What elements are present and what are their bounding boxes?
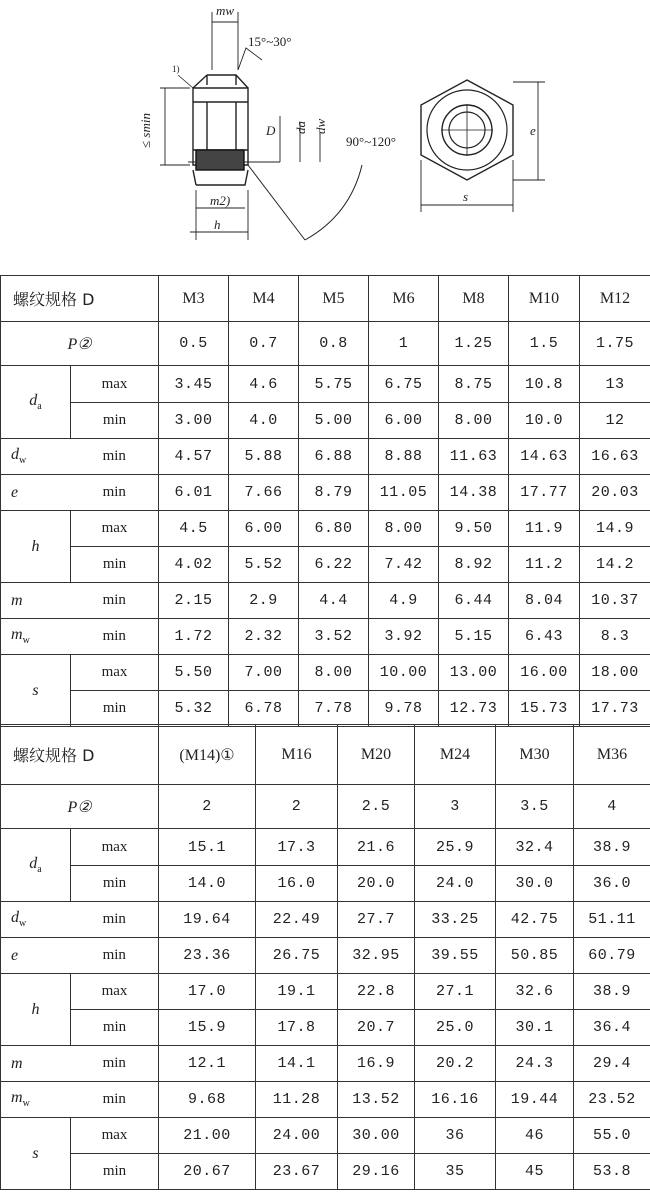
table-cell: 17.0 [159,974,256,1010]
table-cell: 15.9 [159,1010,256,1046]
table-row [1,1082,650,1118]
table-cell: 24.00 [256,1118,338,1154]
row-limit: max [71,829,159,866]
table-cell: 7.00 [229,655,299,691]
table-row [1,1154,650,1190]
row-limit: min [71,1154,159,1190]
table-row [1,691,650,727]
table-cell: 5.32 [159,691,229,727]
table-cell: 6.00 [229,511,299,547]
table-cell: 4.0 [229,403,299,439]
table-cell: 1.72 [159,619,229,655]
table-cell: 12.73 [439,691,509,727]
table-cell: 6.78 [229,691,299,727]
row-limit: min [71,1082,159,1118]
label-s: s [463,189,469,204]
table-cell: 23.67 [256,1154,338,1190]
table-cell: 35 [415,1154,496,1190]
table-cell: 20.67 [159,1154,256,1190]
table-cell: 15.1 [159,829,256,866]
table-cell: 12 [580,403,650,439]
table-cell: 30.0 [496,866,574,902]
table-cell: 2.15 [159,583,229,619]
header-label: 螺纹规格 D [1,276,159,322]
table-cell: 5.52 [229,547,299,583]
row-symbol: m [1,583,71,619]
size-header: M8 [439,276,509,322]
table-cell: 39.55 [415,938,496,974]
table-cell: 2.5 [338,785,415,829]
table-cell: 36.0 [574,866,650,902]
row-symbol: P② [1,785,159,829]
table-cell: 4.5 [159,511,229,547]
table-cell: 18.00 [580,655,650,691]
table-row [1,583,650,619]
table-cell: 22.49 [256,902,338,938]
size-header: (M14)① [159,725,256,785]
size-header: M12 [580,276,650,322]
label-mw: mw [216,3,235,18]
table-cell: 3.00 [159,403,229,439]
table-cell: 23.36 [159,938,256,974]
table-cell: 14.9 [580,511,650,547]
size-header: M24 [415,725,496,785]
table-cell: 0.7 [229,322,299,366]
row-limit: min [71,619,159,655]
table-cell: 8.92 [439,547,509,583]
table-cell: 19.1 [256,974,338,1010]
table-cell: 13.00 [439,655,509,691]
table-cell: 8.00 [369,511,439,547]
table-cell: 4.02 [159,547,229,583]
row-symbol: h [1,511,71,583]
header-label: 螺纹规格 D [1,725,159,785]
row-limit: min [71,1010,159,1046]
row-limit: min [71,866,159,902]
table-cell: 10.00 [369,655,439,691]
table-cell: 11.9 [509,511,580,547]
table-cell: 13.52 [338,1082,415,1118]
label-da: da [293,121,308,134]
table-cell: 12.1 [159,1046,256,1082]
table-cell: 16.16 [415,1082,496,1118]
table-cell: 14.1 [256,1046,338,1082]
table-cell: 4.4 [299,583,369,619]
table-cell: 16.63 [580,439,650,475]
table-cell: 3.92 [369,619,439,655]
nut-drawing [0,0,650,265]
table-row [1,322,650,366]
row-symbol: $m_w$ [1,1082,71,1118]
table-row [1,619,650,655]
table-cell: 6.43 [509,619,580,655]
table-cell: 50.85 [496,938,574,974]
table-cell: 10.8 [509,366,580,403]
table-row [1,1046,650,1082]
table-row [1,785,650,829]
table-cell: 9.78 [369,691,439,727]
label-dw: dw [313,118,328,134]
table-cell: 1.5 [509,322,580,366]
row-limit: max [71,974,159,1010]
table-cell: 2 [256,785,338,829]
table-cell: 2.32 [229,619,299,655]
table-cell: 20.03 [580,475,650,511]
table-cell: 36 [415,1118,496,1154]
row-symbol: $d_a$ [1,366,71,439]
table-cell: 6.75 [369,366,439,403]
table-cell: 8.00 [299,655,369,691]
table-cell: 4.9 [369,583,439,619]
table-cell: 6.80 [299,511,369,547]
table-cell: 5.88 [229,439,299,475]
table-cell: 29.16 [338,1154,415,1190]
size-header: M4 [229,276,299,322]
table-cell: 20.0 [338,866,415,902]
row-symbol: h [1,974,71,1046]
table-cell: 6.22 [299,547,369,583]
table-cell: 21.6 [338,829,415,866]
row-limit: min [71,691,159,727]
size-header: M20 [338,725,415,785]
row-limit: min [71,938,159,974]
table-cell: 27.1 [415,974,496,1010]
table-cell: 38.9 [574,829,650,866]
row-symbol: e [1,938,71,974]
table-cell: 3 [415,785,496,829]
label-angle-top: 15°~30° [248,34,292,49]
row-limit: max [71,655,159,691]
table-row [1,1118,650,1154]
row-symbol: s [1,1118,71,1190]
size-header: M6 [369,276,439,322]
table-cell: 30.1 [496,1010,574,1046]
table-cell: 1 [369,322,439,366]
table-cell: 5.00 [299,403,369,439]
table-cell: 22.8 [338,974,415,1010]
table-cell: 3.45 [159,366,229,403]
row-symbol: e [1,475,71,511]
table-cell: 2 [159,785,256,829]
table-cell: 14.63 [509,439,580,475]
table-cell: 9.50 [439,511,509,547]
size-header: M30 [496,725,574,785]
row-symbol: P② [1,322,159,366]
table-cell: 29.4 [574,1046,650,1082]
table-cell: 16.00 [509,655,580,691]
dimension-table-2 [0,724,650,1190]
label-smin: ≤ smin [138,113,153,148]
table-cell: 19.64 [159,902,256,938]
table-cell: 23.52 [574,1082,650,1118]
size-header: M5 [299,276,369,322]
row-limit: min [71,902,159,938]
table-row [1,403,650,439]
row-limit: min [71,583,159,619]
table-cell: 8.75 [439,366,509,403]
table-cell: 5.15 [439,619,509,655]
table-cell: 2.9 [229,583,299,619]
table-cell: 26.75 [256,938,338,974]
table-cell: 19.44 [496,1082,574,1118]
table-cell: 11.05 [369,475,439,511]
table-row [1,366,650,403]
size-header: M16 [256,725,338,785]
table-cell: 3.5 [496,785,574,829]
table-cell: 20.7 [338,1010,415,1046]
table-cell: 42.75 [496,902,574,938]
table-cell: 38.9 [574,974,650,1010]
table-cell: 14.38 [439,475,509,511]
table-cell: 8.3 [580,619,650,655]
table-row [1,547,650,583]
table-cell: 8.04 [509,583,580,619]
row-symbol: s [1,655,71,727]
row-limit: min [71,439,159,475]
label-h: h [214,217,221,232]
table-cell: 25.0 [415,1010,496,1046]
table-cell: 17.3 [256,829,338,866]
table-cell: 11.2 [509,547,580,583]
row-symbol: m [1,1046,71,1082]
table-cell: 17.73 [580,691,650,727]
table-cell: 32.4 [496,829,574,866]
table-cell: 15.73 [509,691,580,727]
table-cell: 36.4 [574,1010,650,1046]
table-cell: 16.9 [338,1046,415,1082]
table-cell: 51.11 [574,902,650,938]
table-cell: 6.44 [439,583,509,619]
table-cell: 10.0 [509,403,580,439]
table-cell: 7.66 [229,475,299,511]
table-cell: 4.57 [159,439,229,475]
table-row [1,655,650,691]
row-symbol: $d_w$ [1,902,71,938]
table-cell: 30.00 [338,1118,415,1154]
table-row [1,829,650,866]
dimension-table-1 [0,275,650,727]
table-row [1,1010,650,1046]
table-cell: 9.68 [159,1082,256,1118]
table-cell: 7.42 [369,547,439,583]
table-cell: 6.01 [159,475,229,511]
table-cell: 32.95 [338,938,415,974]
table-cell: 32.6 [496,974,574,1010]
label-e: e [530,123,536,138]
table-cell: 4.6 [229,366,299,403]
table-cell: 53.8 [574,1154,650,1190]
label-note1: 1) [172,64,180,74]
table-row [1,902,650,938]
table-cell: 17.8 [256,1010,338,1046]
table-cell: 1.25 [439,322,509,366]
table-row [1,511,650,547]
row-limit: max [71,1118,159,1154]
row-symbol: $d_a$ [1,829,71,902]
row-limit: max [71,511,159,547]
row-limit: min [71,403,159,439]
label-m: m2) [210,193,231,208]
table-cell: 10.37 [580,583,650,619]
size-header: M10 [509,276,580,322]
table-cell: 24.0 [415,866,496,902]
table-cell: 27.7 [338,902,415,938]
table-row [1,475,650,511]
table-cell: 16.0 [256,866,338,902]
table-cell: 6.00 [369,403,439,439]
table-row [1,974,650,1010]
table-cell: 6.88 [299,439,369,475]
table-cell: 8.79 [299,475,369,511]
table-cell: 24.3 [496,1046,574,1082]
table-cell: 5.50 [159,655,229,691]
table-cell: 11.28 [256,1082,338,1118]
row-limit: min [71,475,159,511]
table-cell: 5.75 [299,366,369,403]
table-cell: 60.79 [574,938,650,974]
table-cell: 55.0 [574,1118,650,1154]
table-cell: 0.5 [159,322,229,366]
table-cell: 13 [580,366,650,403]
table-cell: 7.78 [299,691,369,727]
size-header: M36 [574,725,650,785]
row-limit: min [71,1046,159,1082]
table-row [1,439,650,475]
table-cell: 25.9 [415,829,496,866]
table-row [1,938,650,974]
row-symbol: $m_w$ [1,619,71,655]
table-cell: 3.52 [299,619,369,655]
table-cell: 17.77 [509,475,580,511]
table-cell: 45 [496,1154,574,1190]
table-row [1,866,650,902]
table-cell: 14.2 [580,547,650,583]
table-cell: 14.0 [159,866,256,902]
table-cell: 20.2 [415,1046,496,1082]
row-limit: min [71,547,159,583]
table-cell: 8.00 [439,403,509,439]
table-cell: 0.8 [299,322,369,366]
table-cell: 8.88 [369,439,439,475]
row-limit: max [71,366,159,403]
table-cell: 11.63 [439,439,509,475]
label-angle-mid: 90°~120° [346,134,396,149]
size-header: M3 [159,276,229,322]
table-cell: 46 [496,1118,574,1154]
table-cell: 21.00 [159,1118,256,1154]
table-cell: 1.75 [580,322,650,366]
table-cell: 33.25 [415,902,496,938]
row-symbol: $d_w$ [1,439,71,475]
table-cell: 4 [574,785,650,829]
label-D: D [266,123,276,138]
